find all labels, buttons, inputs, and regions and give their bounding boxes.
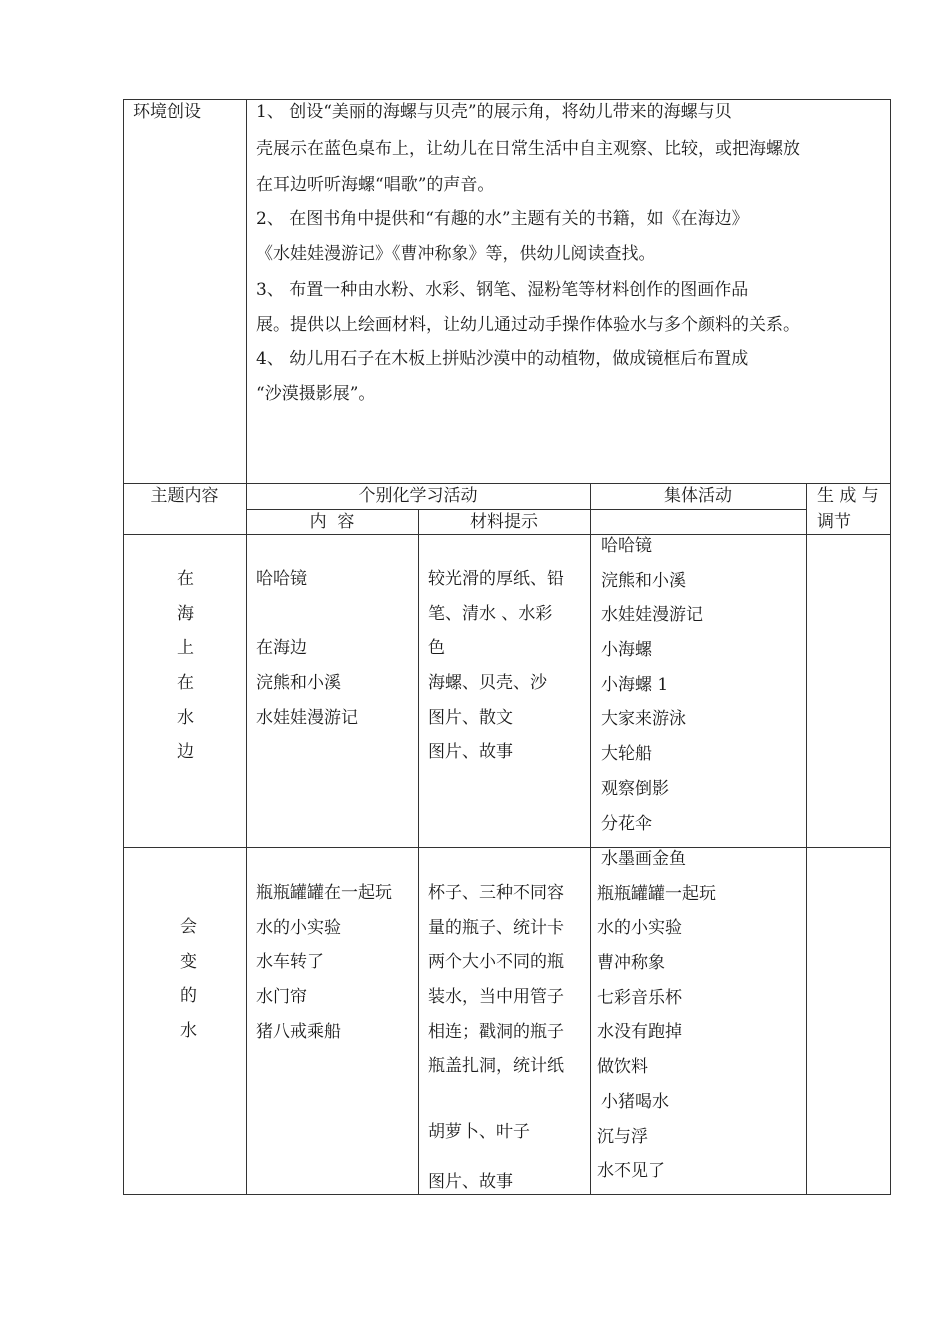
row1-theme-char: 在 — [177, 569, 194, 589]
row1-content-item: 哈哈镜 — [256, 569, 307, 589]
row2-theme-char: 水 — [180, 1021, 197, 1042]
row2-material-item: 两个大小不同的瓶 — [428, 952, 564, 973]
table-border-top — [123, 99, 891, 100]
row1-theme-char: 水 — [177, 707, 194, 728]
row1-material-item: 较光滑的厚纸、铅 — [428, 569, 564, 589]
row1-group-item: 小海螺 — [601, 640, 652, 661]
table-border-bottom — [123, 1194, 891, 1195]
row2-group-item: 瓶瓶罐罐一起玩 — [597, 883, 716, 904]
row1-group-item: 浣熊和小溪 — [601, 570, 686, 591]
row1-content-item: 水娃娃漫游记 — [256, 707, 358, 728]
table-divider-col2 — [418, 509, 419, 1195]
env-line-3: 在耳边听听海螺“唱歌”的声音。 — [256, 175, 495, 195]
row1-group-item: 分花伞 — [601, 813, 652, 834]
row2-group-item: 小猪喝水 — [601, 1091, 669, 1112]
row2-group-item: 七彩音乐杯 — [597, 987, 682, 1008]
row1-material-item: 图片、故事 — [428, 742, 513, 763]
env-line-1: 1、 创设“美丽的海螺与贝壳”的展示角，将幼儿带来的海螺与贝 — [256, 102, 732, 122]
header-content: 内 容 — [309, 512, 355, 532]
header-materials: 材料提示 — [470, 512, 538, 532]
table-divider-col1 — [246, 99, 247, 1195]
row2-content-item: 水门帘 — [256, 987, 307, 1008]
env-line-8: 4、 幼儿用石子在木板上拼贴沙漠中的动植物，做成镜框后布置成 — [256, 349, 749, 369]
table-divider-env — [123, 483, 891, 484]
row1-content-item — [256, 597, 358, 632]
row1-group — [601, 529, 703, 841]
table-border-right — [890, 99, 891, 1195]
row2-material-item: 相连；戳洞的瓶子 — [428, 1021, 564, 1042]
header-group: 集体活动 — [664, 486, 732, 506]
env-label: 环境创设 — [133, 102, 201, 122]
row1-theme-char: 在 — [177, 673, 194, 694]
row1-theme-char: 上 — [177, 638, 194, 659]
header-generation-2: 调节 — [817, 512, 851, 532]
row2-content-item: 水车转了 — [256, 952, 324, 973]
header-individual: 个别化学习活动 — [358, 486, 478, 506]
row2-material-item: 瓶盖扎洞，统计纸 — [428, 1056, 564, 1077]
row2-theme-char: 变 — [180, 951, 197, 972]
row2-material-extra-2: 图片、故事 — [428, 1172, 513, 1192]
env-line-6: 3、 布置一种由水粉、水彩、钢笔、湿粉笔等材料创作的图画作品 — [256, 280, 749, 300]
row1-material-item: 海螺、贝壳、沙 — [428, 673, 547, 694]
row2-content — [256, 876, 392, 1049]
table-divider-col4 — [806, 483, 807, 1195]
row2-group-item: 曹冲称象 — [597, 953, 665, 974]
row2-material-item: 杯子、三种不同容 — [428, 883, 564, 903]
row1-material-item: 图片、散文 — [428, 707, 513, 728]
row2-material-item: 装水，当中用管子 — [428, 987, 564, 1008]
row2-content-item: 猪八戒乘船 — [256, 1021, 341, 1042]
row2-material-item: 量的瓶子、统计卡 — [428, 917, 564, 938]
row2-group-item: 沉与浮 — [597, 1126, 648, 1147]
row1-theme — [177, 562, 194, 770]
row1-material-item: 笔、清水 、水彩 — [428, 603, 553, 624]
table-divider-subheader — [246, 509, 806, 510]
row2-materials — [428, 876, 564, 1084]
row2-group-item: 水不见了 — [597, 1161, 665, 1182]
row1-group-item: 大家来游泳 — [601, 709, 686, 730]
row1-group-item: 哈哈镜 — [601, 536, 652, 556]
row1-content-item: 浣熊和小溪 — [256, 673, 341, 694]
row1-theme-char: 海 — [177, 603, 194, 624]
row2-content-item: 水的小实验 — [256, 917, 341, 938]
row2-group-item: 水没有跑掉 — [597, 1022, 682, 1043]
row1-content — [256, 562, 358, 735]
row2-group-item: 做饮料 — [597, 1057, 648, 1078]
row2-group-item: 水的小实验 — [597, 918, 682, 939]
row1-theme-char: 边 — [177, 742, 194, 763]
row1-materials — [428, 562, 564, 770]
row2-group — [597, 842, 716, 1189]
row2-group-item: 水墨画金鱼 — [601, 849, 686, 869]
table-divider-row1 — [123, 847, 891, 848]
env-line-5: 《水娃娃漫游记》《曹冲称象》等，供幼儿阅读查找。 — [256, 244, 656, 264]
env-line-7: 展。提供以上绘画材料，让幼儿通过动手操作体验水与多个颜料的关系。 — [256, 315, 800, 335]
row1-group-item: 水娃娃漫游记 — [601, 605, 703, 626]
env-line-4: 2、 在图书角中提供和“有趣的水”主题有关的书籍，如《在海边》 — [256, 209, 749, 229]
table-divider-header — [123, 534, 891, 535]
header-theme: 主题内容 — [150, 486, 219, 506]
row2-material-extra-1: 胡萝卜、叶子 — [428, 1122, 530, 1142]
env-line-2: 壳展示在蓝色桌布上，让幼儿在日常生活中自主观察、比较，或把海螺放 — [256, 139, 800, 159]
row1-content-item: 在海边 — [256, 638, 307, 659]
header-generation-1: 生 成 与 — [817, 486, 879, 506]
row2-theme — [180, 910, 197, 1049]
env-line-9: “沙漠摄影展”。 — [256, 384, 376, 404]
row1-material-item: 色 — [428, 638, 445, 659]
row1-group-item: 大轮船 — [601, 744, 652, 765]
row1-group-item: 观察倒影 — [601, 778, 669, 799]
row2-content-item: 瓶瓶罐罐在一起玩 — [256, 883, 392, 903]
table-border-left — [123, 99, 124, 1195]
row1-group-item: 小海螺 1 — [601, 674, 669, 695]
table-divider-col3 — [590, 483, 591, 1195]
row2-theme-char: 的 — [180, 986, 197, 1007]
row2-theme-char: 会 — [180, 917, 197, 937]
